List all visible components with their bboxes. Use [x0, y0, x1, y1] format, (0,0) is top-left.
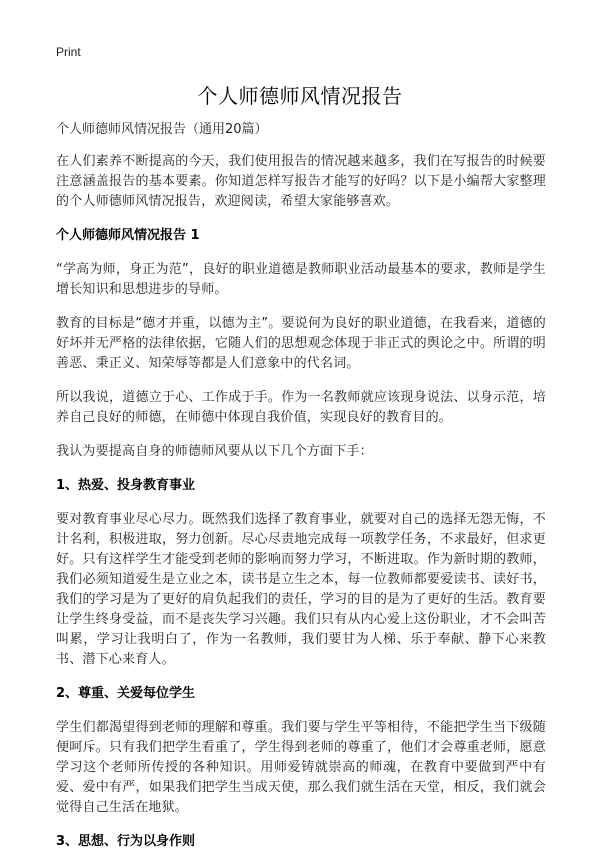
intro-paragraph: 在人们素养不断提高的今天，我们使用报告的情况越来越多，我们在写报告的时候要注意涵盖报告的基本要素。你知道怎样写报告才能写的好吗？以下是小编帮大家整理的个人师德师风情况报告，欢迎阅读，希望大家能够喜欢。 — [56, 154, 546, 209]
paragraph: 要对教育事业尽心尽力。既然我们选择了教育事业，就要对自己的选择无怨无悔，不计名利，积极进取，努力创新。尽心尽责地完成每一项教学任务，不求最好，但求更好。只有这样学生才能受到老师的影响而努力学习，不断进取。作为新时期的教师，我们必须知道爱生是立业之本，读书是立生之本，每一位教师都要爱读书、读好书，我们的学习是为了更好的肩负起我们的责任，学习的目的是为了更好的生活。教育要让学生终身受益，而不是丧失学习兴趣。我们只有从内心爱上这份职业，才不会叫苦叫累，学习让我明白了，作为一名教师，我们要甘为人梯、乐于奉献、静下心来教书、潜下心来育人。 — [56, 512, 546, 667]
paragraph: 学生们都渴望得到老师的理解和尊重。我们要与学生平等相待，不能把学生当下级随便呵斥。只有我们把学生看重了，学生得到老师的尊重了，他们才会尊重老师，愿意学习这个老师所传授的各种知识。用师爱铸就崇高的师魂，在教育中要做到严中有爱、爱中有严，如果我们把学生当成天使，那么我们就生活在天堂，相反，我们就会觉得自己生活在地狱。 — [56, 720, 546, 815]
paragraph: “学高为师，身正为范”，良好的职业道德是教师职业活动最基本的要求，教师是学生增长知识和思想进步的导师。 — [56, 262, 546, 297]
section-heading-1: 1、热爱、投身教育事业 — [56, 478, 196, 493]
print-link[interactable]: Print — [56, 45, 81, 59]
article-body — [56, 120, 546, 866]
section-heading-3: 3、思想、行为以身作则 — [56, 834, 196, 849]
page-title: 个人师德师风情况报告 — [197, 84, 403, 108]
section-heading-report-1: 个人师德师风情况报告 1 — [56, 228, 200, 243]
paragraph: 所以我说，道德立于心、工作成于手。作为一名教师就应该现身说法、以身示范，培养自己良好的师德，在师德中体现自我价值，实现良好的教育目的。 — [56, 390, 546, 425]
paragraph: 教育的目标是“德才并重，以德为主”。要说何为良好的职业道德，在我看来，道德的好坏并无严格的法律依据，它随人们的思想观念体现于非正式的舆论之中。所谓的明善恶、秉正义、知荣辱等都是人们意象中的代名词。 — [56, 316, 546, 371]
section-heading-2: 2、尊重、关爱每位学生 — [56, 686, 196, 701]
paragraph: 我认为要提高自身的师德师风要从以下几个方面下手： — [56, 444, 373, 459]
article-subtitle: 个人师德师风情况报告（通用20篇） — [56, 122, 268, 137]
